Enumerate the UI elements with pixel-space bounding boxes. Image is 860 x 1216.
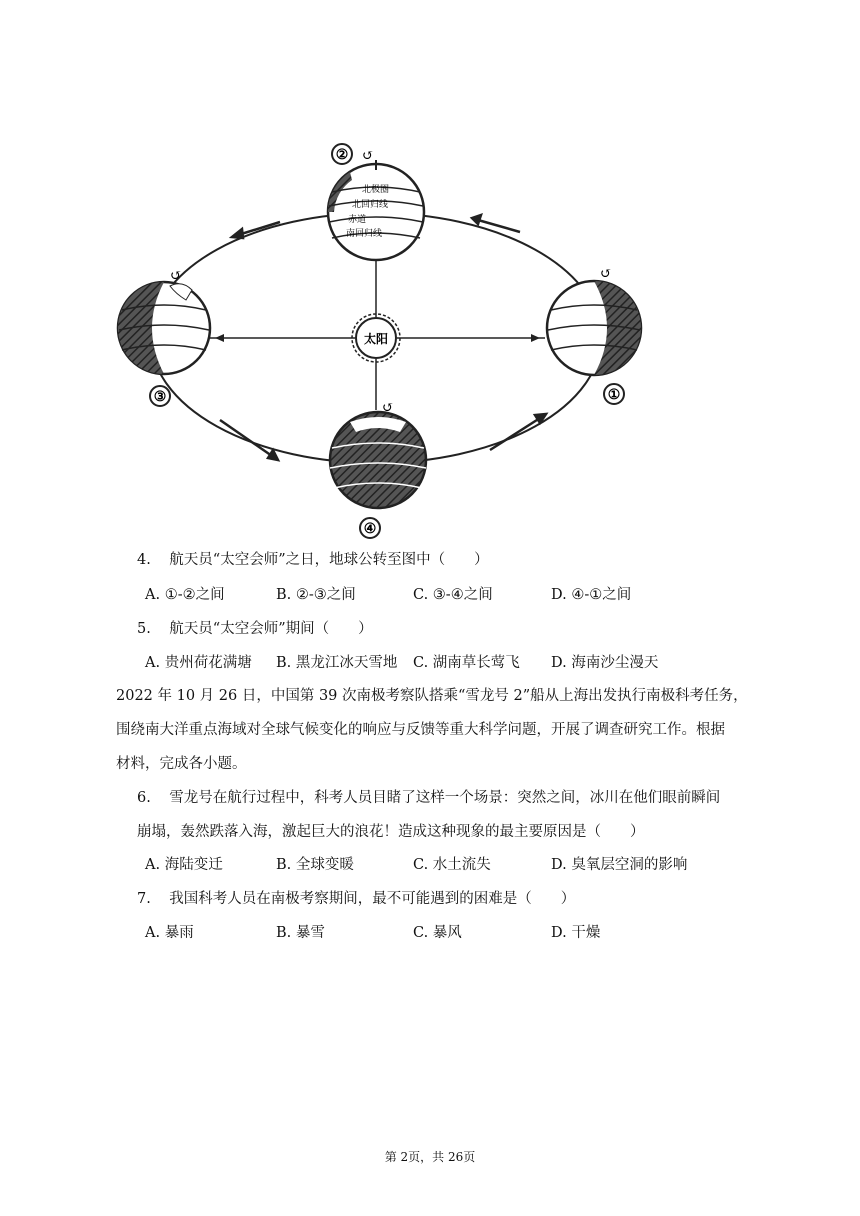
question-text-line-1: 雪龙号在航行过程中，科考人员目睹了这样一个场景：突然之间，冰川在他们眼前瞬间 xyxy=(169,790,721,806)
q5-option-c: C. 湖南草长莺飞 xyxy=(413,655,520,671)
question-number: 6. xyxy=(137,790,151,806)
q7-option-d: D. 干燥 xyxy=(551,925,601,941)
passage-line-1: 2022 年 10 月 26 日，中国第 39 次南极考察队搭乘“雪龙号 2”船从上海出发执行南极科考任务， xyxy=(116,688,748,704)
orbit-diagram-svg xyxy=(100,130,670,550)
q5-option-a: A. 贵州荷花满塘 xyxy=(145,655,252,671)
question-text: 航天员“太空会师”之日，地球公转至图中（ ） xyxy=(169,552,489,568)
position-label-3: ③ xyxy=(153,389,167,405)
q6-option-d: D. 臭氧层空洞的影响 xyxy=(551,857,688,873)
question-text: 我国科考人员在南极考察期间，最不可能遇到的困难是（ ） xyxy=(169,891,576,907)
rotation-axis-icon: ↺ xyxy=(600,266,612,282)
question-text: 航天员“太空会师”期间（ ） xyxy=(169,621,373,637)
question-7 xyxy=(137,889,575,909)
q4-option-d: D. ④-①之间 xyxy=(551,587,632,603)
rotation-axis-icon: ↺ xyxy=(170,268,182,284)
q5-option-d: D. 海南沙尘漫天 xyxy=(551,655,659,671)
position-label-4: ④ xyxy=(363,521,377,537)
question-5 xyxy=(137,619,373,639)
globe2-label-equator: 赤道 xyxy=(348,215,367,225)
rotation-axis-icon: ↺ xyxy=(362,148,374,164)
q7-option-b: B. 暴雪 xyxy=(276,925,325,941)
globe-1 xyxy=(547,281,641,375)
question-number: 4. xyxy=(137,552,151,568)
globe2-label-arctic: 北极圈 xyxy=(362,185,390,195)
question-6-text-line-2: 崩塌，轰然跌落入海，激起巨大的浪花！造成这种现象的最主要原因是（ ） xyxy=(137,824,645,840)
globe2-label-tropic-capricorn: 南回归线 xyxy=(346,229,383,239)
question-number: 5. xyxy=(137,621,151,637)
q4-option-a: A. ①-②之间 xyxy=(145,587,225,603)
globe-2 xyxy=(328,160,424,260)
rotation-axis-icon: ↺ xyxy=(382,400,394,416)
page-footer: 第 2页，共 26页 xyxy=(384,1150,476,1164)
position-label-1: ① xyxy=(607,387,621,403)
q4-option-c: C. ③-④之间 xyxy=(413,587,493,603)
globe-4 xyxy=(330,412,426,508)
q6-option-b: B. 全球变暖 xyxy=(276,857,354,873)
question-6 xyxy=(137,788,720,808)
q7-option-c: C. 暴风 xyxy=(413,925,462,941)
sun-label: 太阳 xyxy=(363,332,389,346)
q6-option-c: C. 水土流失 xyxy=(413,857,491,873)
question-number: 7. xyxy=(137,891,151,907)
earth-revolution-diagram xyxy=(100,130,670,550)
question-4 xyxy=(137,550,489,570)
passage-line-3: 材料，完成各小题。 xyxy=(116,756,247,772)
globe-3 xyxy=(118,282,210,374)
globe2-label-tropic-cancer: 北回归线 xyxy=(352,200,389,210)
q7-option-a: A. 暴雨 xyxy=(145,925,194,941)
q4-option-b: B. ②-③之间 xyxy=(276,587,356,603)
position-label-2: ② xyxy=(335,147,349,163)
q5-option-b: B. 黑龙江冰天雪地 xyxy=(276,655,398,671)
passage-line-2: 围绕南大洋重点海域对全球气候变化的响应与反馈等重大科学问题，开展了调查研究工作。根据 xyxy=(116,722,725,738)
q6-option-a: A. 海陆变迁 xyxy=(145,857,223,873)
